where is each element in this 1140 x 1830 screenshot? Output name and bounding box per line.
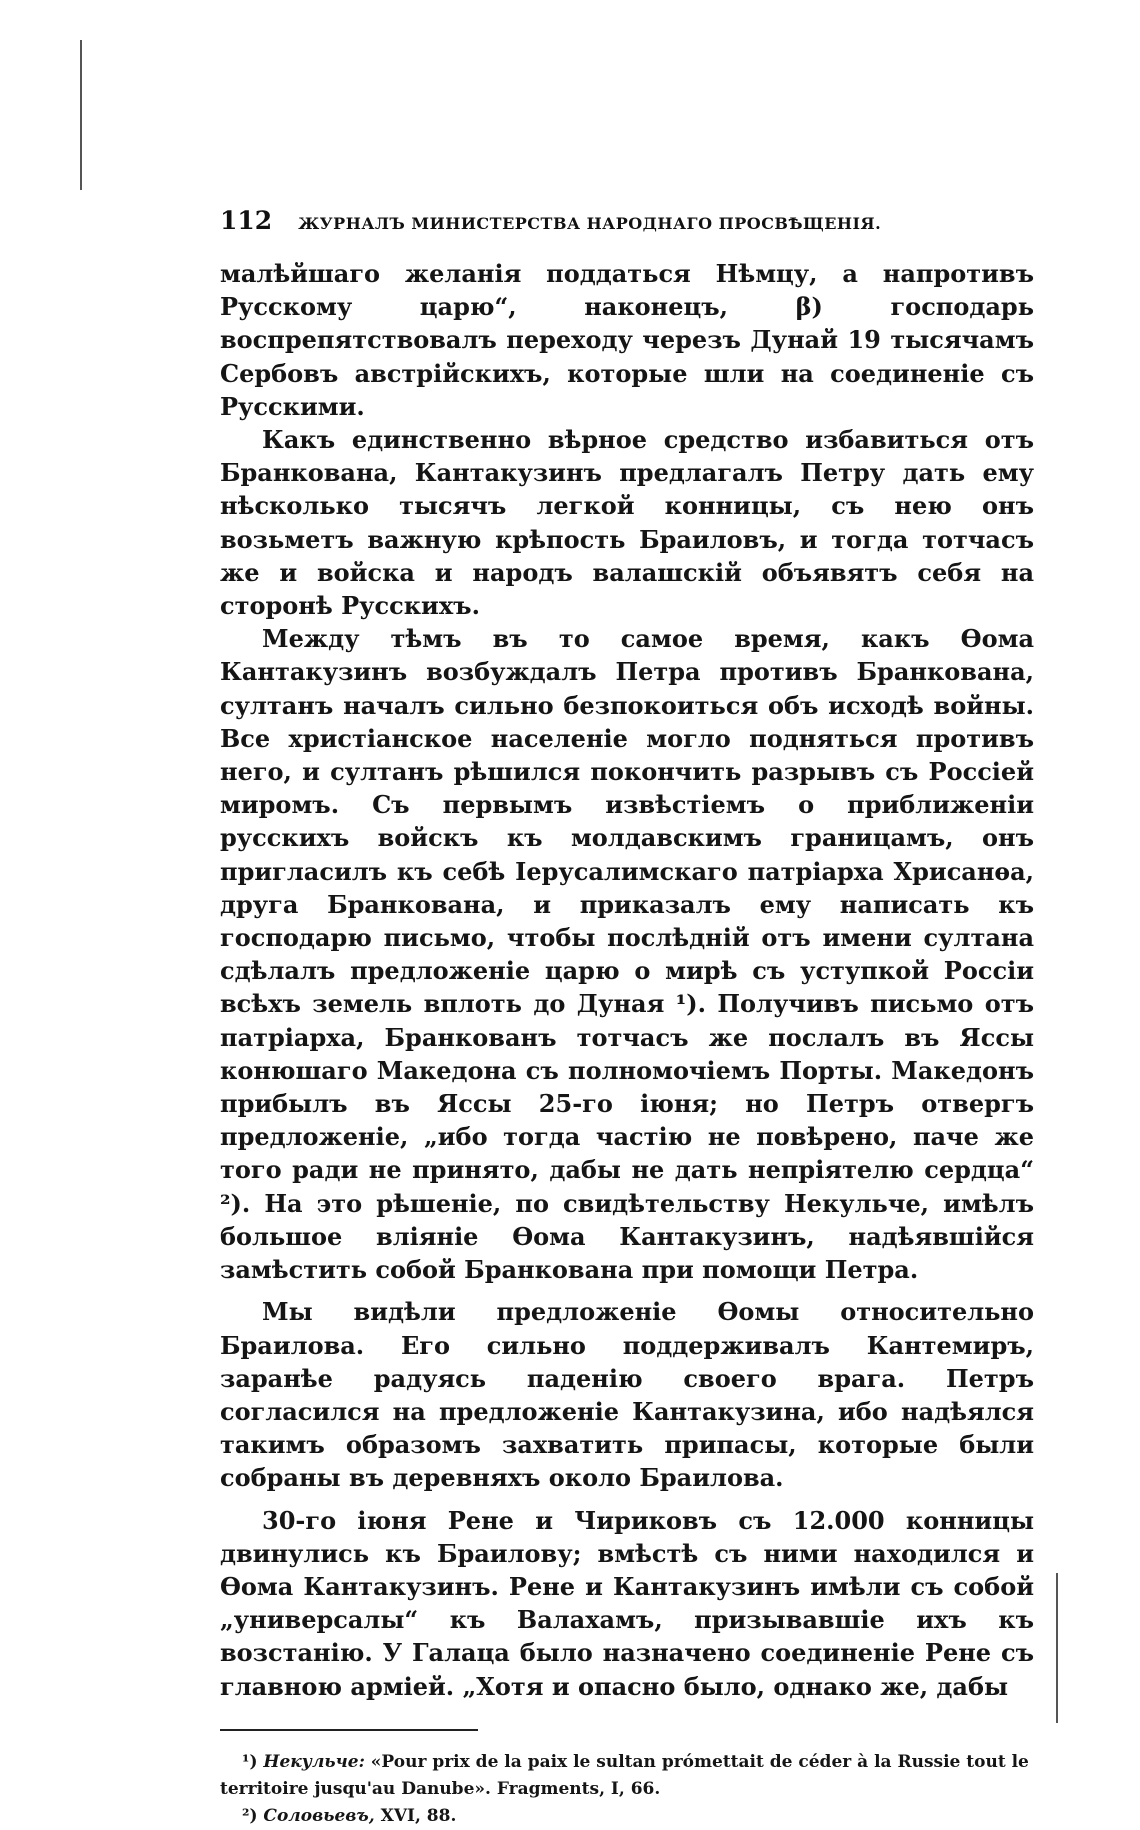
scan-margin-line (1056, 1573, 1058, 1723)
footnote-text: «Pour prix de la paix le sultan prómettait de céder à la Russie tout le territoire jusqu'au Danube». Fragments, I, 66. (220, 1751, 1029, 1799)
footnote-source: Соловьевъ, (263, 1805, 375, 1826)
paragraph: Мы видѣли предложеніе Ѳомы относительно Браилова. Его сильно поддерживалъ Кантемиръ, заранѣе радуясь паденію своего врага. Петръ согласился на предложеніе Кантакузина, ибо надѣялся такимъ образомъ захватить припасы, которые были собраны въ деревняхъ около Браилова. (220, 1297, 1034, 1493)
paragraph: Между тѣмъ въ то самое время, какъ Ѳома Кантакузинъ возбуждалъ Петра противъ Бранкована, султанъ началъ сильно безпокоиться объ исходѣ войны. Все христіанское населеніе могло подняться противъ него, и султанъ рѣшился покончить разрывъ съ Россіей миромъ. Съ первымъ извѣстіемъ о приближеніи русскихъ войскъ къ молдавскимъ границамъ, онъ пригласилъ къ себѣ Іерусалимскаго патріарха Хрисанѳа, друга Бранкована, и приказалъ ему написать къ господарю письмо, чтобы послѣдній отъ имени султана сдѣлалъ предложеніе царю о мирѣ съ уступкой Россіи всѣхъ земель вплоть до Дуная ¹). Получивъ письмо отъ патріарха, Бранкованъ тотчасъ же послалъ въ Яссы конюшаго Македона съ полномочіемъ Порты. Македонъ прибылъ въ Яссы 25-го іюня; но Петръ отвергъ предложеніе, „ибо тогда частію не повѣрено, паче же того ради не принято, дабы не дать непріятелю сердца“ ²). На это рѣшеніе, по свидѣтельству Некульче, имѣлъ большое вліяніе Ѳома Кантакузинъ, надѣявшійся замѣстить собой Бранкована при помощи Петра. (220, 624, 1034, 1285)
paragraph: малѣйшаго желанія поддаться Нѣмцу, а напротивъ Русскому царю“, наконецъ, β) господарь воспрепятствовалъ переходу черезъ Дунай 19 тысячамъ Сербовъ австрійскихъ, которые шли на соединеніе съ Русскими. (220, 259, 1034, 421)
footnotes (220, 1749, 1034, 1830)
paragraph: Какъ единственно вѣрное средство избавиться отъ Бранкована, Кантакузинъ предлагалъ Петру дать ему нѣсколько тысячъ легкой конницы, съ нею онъ возьметъ важную крѣпость Браиловъ, и тогда тотчасъ же и войска и народъ валашскій объявятъ себя на сторонѣ Русскихъ. (220, 425, 1034, 621)
book-page (220, 206, 1034, 1830)
footnote-marker: ¹) (242, 1751, 258, 1772)
body-text (220, 257, 1034, 1703)
scan-margin-line (80, 40, 82, 190)
footnote-text: XVI, 88. (380, 1805, 457, 1826)
footnote-marker: ²) (242, 1805, 258, 1826)
paragraph: 30-го іюня Рене и Чириковъ съ 12.000 конницы двинулись къ Браилову; вмѣстѣ съ ними находился и Ѳома Кантакузинъ. Рене и Кантакузинъ имѣли съ собой „универсалы“ къ Валахамъ, призывавшіе ихъ къ возстанію. У Галаца было назначено соединеніе Рене съ главною арміей. „Хотя и опасно было, однако же, дабы (220, 1505, 1034, 1701)
footnote (220, 1749, 1034, 1803)
page-header (220, 206, 1034, 235)
running-title: ЖУРНАЛЪ МИНИСТЕРСТВА НАРОДНАГО ПРОСВѢЩЕНІЯ. (298, 214, 882, 233)
footnote-source: Некульче: (263, 1751, 365, 1772)
footnote (220, 1803, 1034, 1830)
footnote-divider (220, 1729, 478, 1731)
page-number: 112 (220, 206, 273, 235)
